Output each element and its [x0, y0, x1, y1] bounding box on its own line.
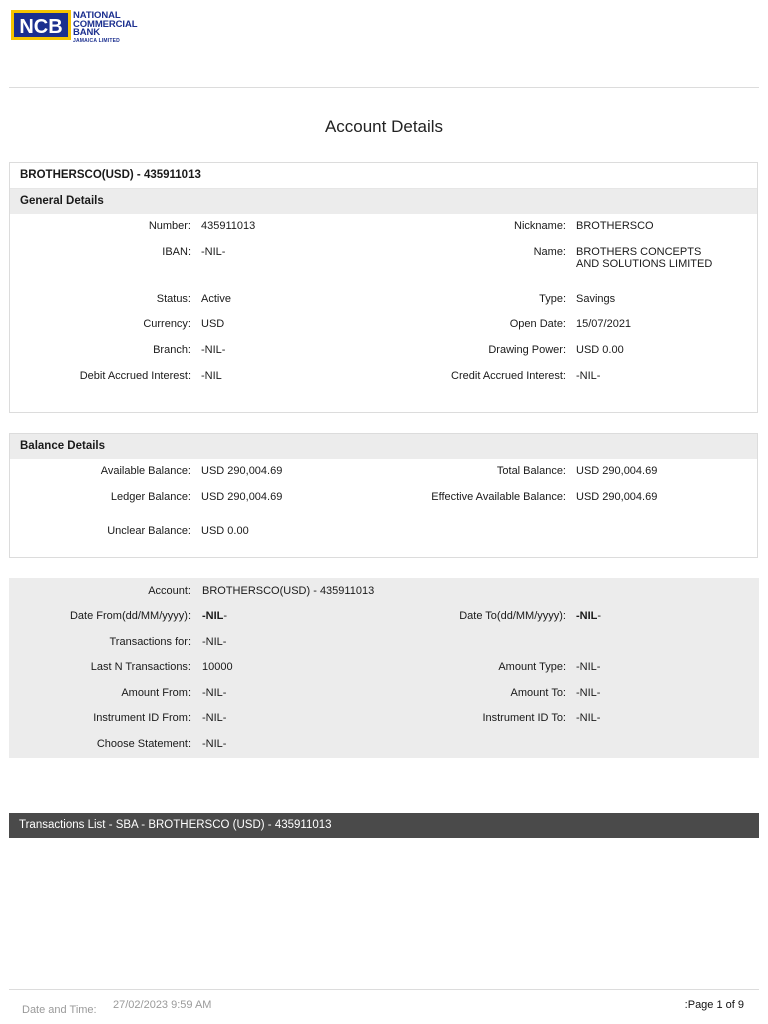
footer-datetime-label: Date and Time: — [22, 1004, 97, 1016]
ncb-logo-icon — [11, 10, 71, 40]
field-value: -NIL- — [201, 246, 226, 258]
field-label: Name: — [533, 246, 566, 258]
field-label: Available Balance: — [100, 465, 191, 477]
logo-wordmark — [73, 12, 137, 45]
field-value: 15/07/2021 — [576, 318, 632, 330]
filter-label: Last N Transactions: — [90, 661, 191, 673]
field-value: USD — [201, 318, 225, 330]
general-details-heading: General Details — [10, 189, 757, 214]
filter-value: -NIL- — [576, 661, 601, 673]
filter-label: Choose Statement: — [96, 738, 191, 750]
field-value: USD 0.00 — [576, 344, 624, 356]
filter-value: BROTHERSCO(USD) - 435911013 — [202, 585, 375, 597]
bank-logo — [11, 9, 157, 43]
page-title: Account Details — [324, 117, 444, 136]
filter-label: Instrument ID From: — [93, 712, 191, 724]
field-value: BROTHERSCO — [576, 220, 654, 232]
filter-label: Transactions for: — [109, 636, 191, 648]
field-value: -NIL- — [576, 370, 601, 382]
field-label: Nickname: — [514, 220, 566, 232]
filter-value-bold: -NIL — [576, 610, 598, 622]
field-value: -NIL — [201, 370, 222, 382]
header-divider — [9, 87, 759, 88]
filter-value-tail: - — [597, 610, 602, 622]
balance-details-panel — [9, 433, 758, 558]
field-label: Drawing Power: — [488, 344, 566, 356]
filter-label: Instrument ID To: — [482, 712, 566, 724]
field-label: Credit Accrued Interest: — [451, 370, 566, 382]
filter-label: Amount From: — [121, 687, 191, 699]
filter-value-tail: - — [223, 610, 228, 622]
filter-value — [576, 610, 601, 622]
field-label: Debit Accrued Interest: — [79, 370, 191, 382]
field-label: Branch: — [153, 344, 191, 356]
filter-value: -NIL- — [576, 687, 601, 699]
transactions-list-header — [9, 813, 759, 838]
field-value: Active — [201, 293, 231, 305]
statement-filters-panel — [9, 578, 759, 758]
balance-details-heading: Balance Details — [10, 434, 757, 459]
field-value: USD 290,004.69 — [201, 491, 283, 503]
footer-page-number: :Page 1 of 9 — [684, 999, 744, 1011]
footer-datetime-value: 27/02/2023 9:59 AM — [113, 999, 212, 1011]
filter-value: -NIL- — [202, 636, 227, 648]
field-label: IBAN: — [162, 246, 191, 258]
filter-value: -NIL- — [576, 712, 601, 724]
logo-line-1: NATIONAL — [73, 10, 121, 21]
filter-value: -NIL- — [202, 687, 227, 699]
field-value: -NIL- — [201, 344, 226, 356]
field-value: Savings — [576, 293, 616, 305]
field-label: Type: — [539, 293, 566, 305]
filter-label: Date From(dd/MM/yyyy): — [69, 610, 191, 622]
filter-label: Account: — [148, 585, 191, 597]
filter-value: -NIL- — [202, 738, 227, 750]
footer-divider — [9, 989, 759, 990]
field-value-line-1: BROTHERS CONCEPTS — [576, 246, 702, 258]
logo-line-3: BANK — [73, 27, 101, 38]
field-label: Ledger Balance: — [110, 491, 191, 503]
field-value: USD 290,004.69 — [576, 491, 658, 503]
filter-value — [202, 610, 227, 622]
transactions-list-title: Transactions List - SBA - BROTHERSCO (USD) - 435911013 — [19, 819, 332, 831]
account-heading: BROTHERSCO(USD) - 435911013 — [10, 163, 757, 189]
filter-label: Amount Type: — [498, 661, 566, 673]
logo-line-2: COMMERCIAL — [73, 18, 138, 30]
field-value: USD 290,004.69 — [201, 465, 283, 477]
field-label: Currency: — [143, 318, 191, 330]
field-label: Unclear Balance: — [107, 525, 191, 537]
logo-mark-text: NCB — [19, 16, 63, 38]
filter-label: Amount To: — [510, 687, 566, 699]
field-label: Total Balance: — [496, 465, 566, 477]
filter-value: -NIL- — [202, 712, 227, 724]
filter-value-bold: -NIL — [202, 610, 224, 622]
field-value: USD 0.00 — [201, 525, 249, 537]
filter-label: Date To(dd/MM/yyyy): — [459, 610, 566, 622]
field-value-line-2: AND SOLUTIONS LIMITED — [576, 258, 713, 270]
field-label: Number: — [148, 220, 191, 232]
field-value: 435911013 — [201, 220, 256, 232]
field-label: Open Date: — [509, 318, 566, 330]
general-details-panel — [9, 162, 758, 413]
field-value: USD 290,004.69 — [576, 465, 658, 477]
filter-value: 10000 — [202, 661, 233, 673]
field-label: Effective Available Balance: — [431, 491, 566, 503]
logo-line-4: JAMAICA LIMITED — [73, 37, 120, 44]
field-label: Status: — [156, 293, 191, 305]
